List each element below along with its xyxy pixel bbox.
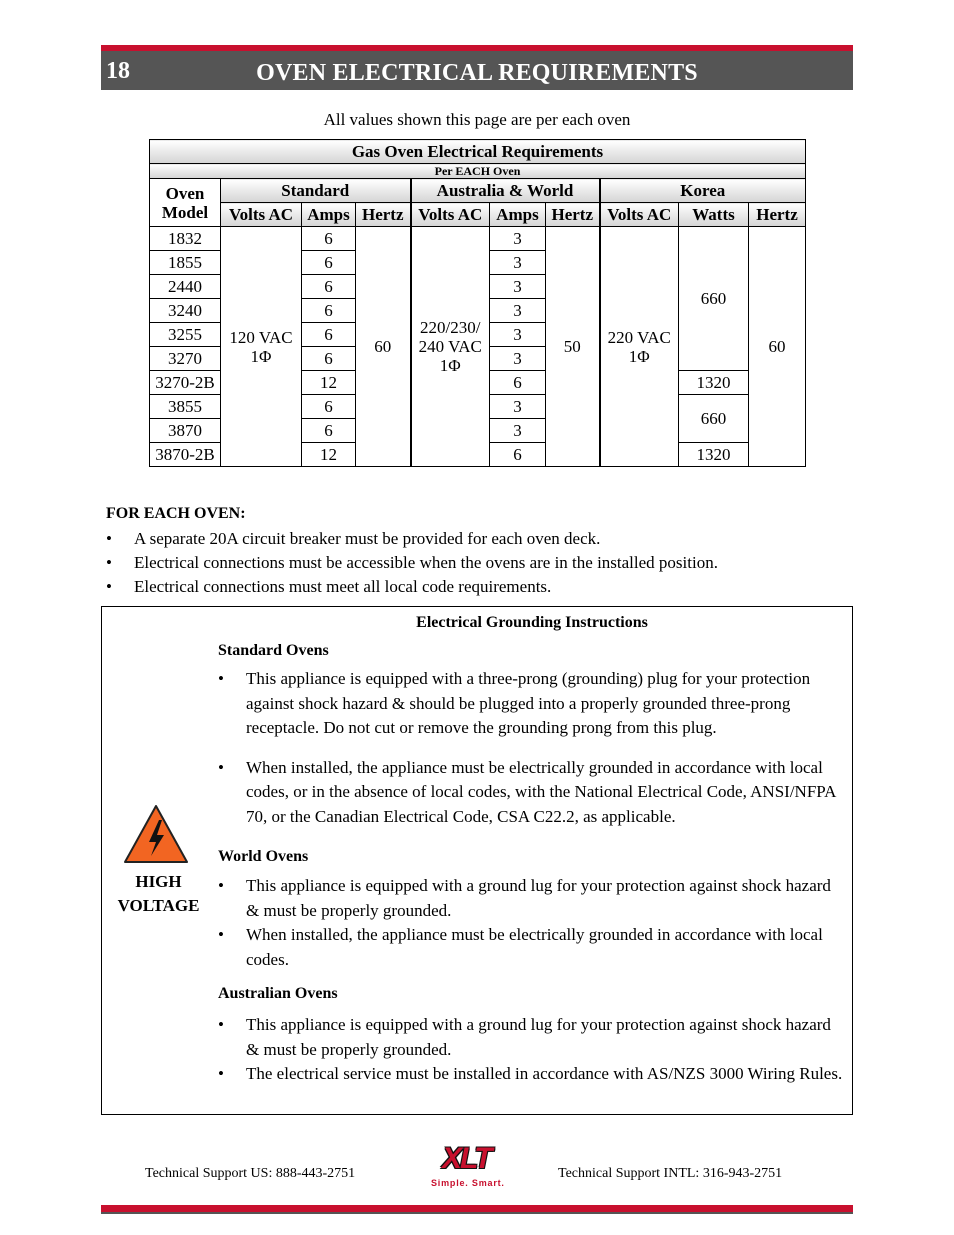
standard-amps-cell: 6 <box>302 323 356 347</box>
standard-amps-cell: 12 <box>302 371 356 395</box>
col-header: Volts AC <box>411 203 490 227</box>
standard-amps-cell: 6 <box>302 299 356 323</box>
list-item: • The electrical service must be installed in accordance with AS/NZS 3000 Wiring Rules. <box>218 1062 844 1087</box>
col-header: Hertz <box>546 203 600 227</box>
page-title: OVEN ELECTRICAL REQUIREMENTS <box>256 60 698 86</box>
standard-volts-cell: 120 VAC 1Φ <box>221 227 302 467</box>
model-cell: 3870-2B <box>150 443 221 467</box>
group-korea: Korea <box>600 179 806 203</box>
list-item: • This appliance is equipped with a ground lug for your protection against shock hazard & must be properly grounded. <box>218 874 844 923</box>
australia-amps-cell: 3 <box>490 323 546 347</box>
oven-model-header: Oven Model <box>150 179 221 227</box>
korea-watts-cell: 660 <box>679 395 749 443</box>
list-item: • This appliance is equipped with a three-prong (grounding) plug for your protection against shock hazard & should be plugged into a properly grounded three-prong receptacle. Do not cut or remove the grounding prong from this plug. <box>218 667 844 741</box>
model-cell: 1855 <box>150 251 221 275</box>
australia-volts-cell: 220/230/ 240 VAC 1Φ <box>411 227 490 467</box>
high-voltage-label: HIGH VOLTAGE <box>117 872 200 915</box>
korea-hertz-cell: 60 <box>749 227 806 467</box>
standard-amps-cell: 6 <box>302 347 356 371</box>
model-cell: 3855 <box>150 395 221 419</box>
standard-amps-cell: 12 <box>302 443 356 467</box>
tech-support-us: Technical Support US: 888-443-2751 <box>145 1166 356 1181</box>
australia-amps-cell: 3 <box>490 227 546 251</box>
standard-amps-cell: 6 <box>302 395 356 419</box>
list-item: • Electrical connections must be accessible when the ovens are in the installed position. <box>106 552 866 576</box>
world-ovens-list <box>218 874 844 972</box>
footer-red-line <box>101 1205 853 1214</box>
australian-ovens-list <box>218 1013 844 1087</box>
group-standard: Standard <box>221 179 411 203</box>
korea-watts-cell: 660 <box>679 227 749 371</box>
table-row <box>150 227 806 251</box>
australia-amps-cell: 6 <box>490 371 546 395</box>
col-header: Amps <box>302 203 356 227</box>
list-item: • Electrical connections must meet all local code requirements. <box>106 576 866 600</box>
list-item: • When installed, the appliance must be electrically grounded in accordance with local codes, or in the absence of local codes, with the National Electrical Code, ANSI/NFPA 70, or the Canadian Electrical Code, CSA C22.2, as applicable. <box>218 756 844 830</box>
australia-amps-cell: 3 <box>490 275 546 299</box>
standard-ovens-title: Standard Ovens <box>218 642 329 659</box>
model-cell: 1832 <box>150 227 221 251</box>
world-ovens-title: World Ovens <box>218 848 309 865</box>
australia-amps-cell: 3 <box>490 347 546 371</box>
australia-hertz-cell: 50 <box>546 227 600 467</box>
for-each-oven-list <box>106 528 866 600</box>
tech-support-intl: Technical Support INTL: 316-943-2751 <box>558 1166 783 1181</box>
table-title: Gas Oven Electrical Requirements <box>150 140 806 164</box>
australia-amps-cell: 3 <box>490 251 546 275</box>
list-item: • A separate 20A circuit breaker must be provided for each oven deck. <box>106 528 866 552</box>
high-voltage-warning-icon <box>123 804 189 864</box>
model-cell: 3270 <box>150 347 221 371</box>
page-number: 18 <box>106 58 130 84</box>
table-subtitle: Per EACH Oven <box>150 164 806 179</box>
model-cell: 3870 <box>150 419 221 443</box>
australian-ovens-title: Australian Ovens <box>218 985 338 1002</box>
list-item: • This appliance is equipped with a ground lug for your protection against shock hazard & must be properly grounded. <box>218 1013 844 1062</box>
model-cell: 3270-2B <box>150 371 221 395</box>
col-header: Volts AC <box>221 203 302 227</box>
col-header: Hertz <box>749 203 806 227</box>
korea-watts-cell: 1320 <box>679 371 749 395</box>
standard-hertz-cell: 60 <box>356 227 411 467</box>
standard-amps-cell: 6 <box>302 227 356 251</box>
for-each-oven-title: FOR EACH OVEN: <box>106 505 246 522</box>
australia-amps-cell: 3 <box>490 299 546 323</box>
list-item: • When installed, the appliance must be electrically grounded in accordance with local codes. <box>218 923 844 972</box>
col-header: Watts <box>679 203 749 227</box>
group-australia-world: Australia & World <box>411 179 600 203</box>
standard-amps-cell: 6 <box>302 275 356 299</box>
standard-ovens-list <box>218 667 844 829</box>
col-header: Amps <box>490 203 546 227</box>
per-oven-note: All values shown this page are per each oven <box>323 110 631 129</box>
korea-watts-cell: 1320 <box>679 443 749 467</box>
grounding-title: Electrical Grounding Instructions <box>416 614 648 631</box>
col-header: Hertz <box>356 203 411 227</box>
standard-amps-cell: 6 <box>302 419 356 443</box>
model-cell: 3240 <box>150 299 221 323</box>
model-cell: 2440 <box>150 275 221 299</box>
col-header: Volts AC <box>600 203 679 227</box>
standard-amps-cell: 6 <box>302 251 356 275</box>
australia-amps-cell: 6 <box>490 443 546 467</box>
model-cell: 3255 <box>150 323 221 347</box>
australia-amps-cell: 3 <box>490 395 546 419</box>
korea-volts-cell: 220 VAC 1Φ <box>600 227 679 467</box>
australia-amps-cell: 3 <box>490 419 546 443</box>
electrical-requirements-table <box>149 139 806 467</box>
xlt-logo: XLT Simple. Smart. <box>431 1142 505 1188</box>
